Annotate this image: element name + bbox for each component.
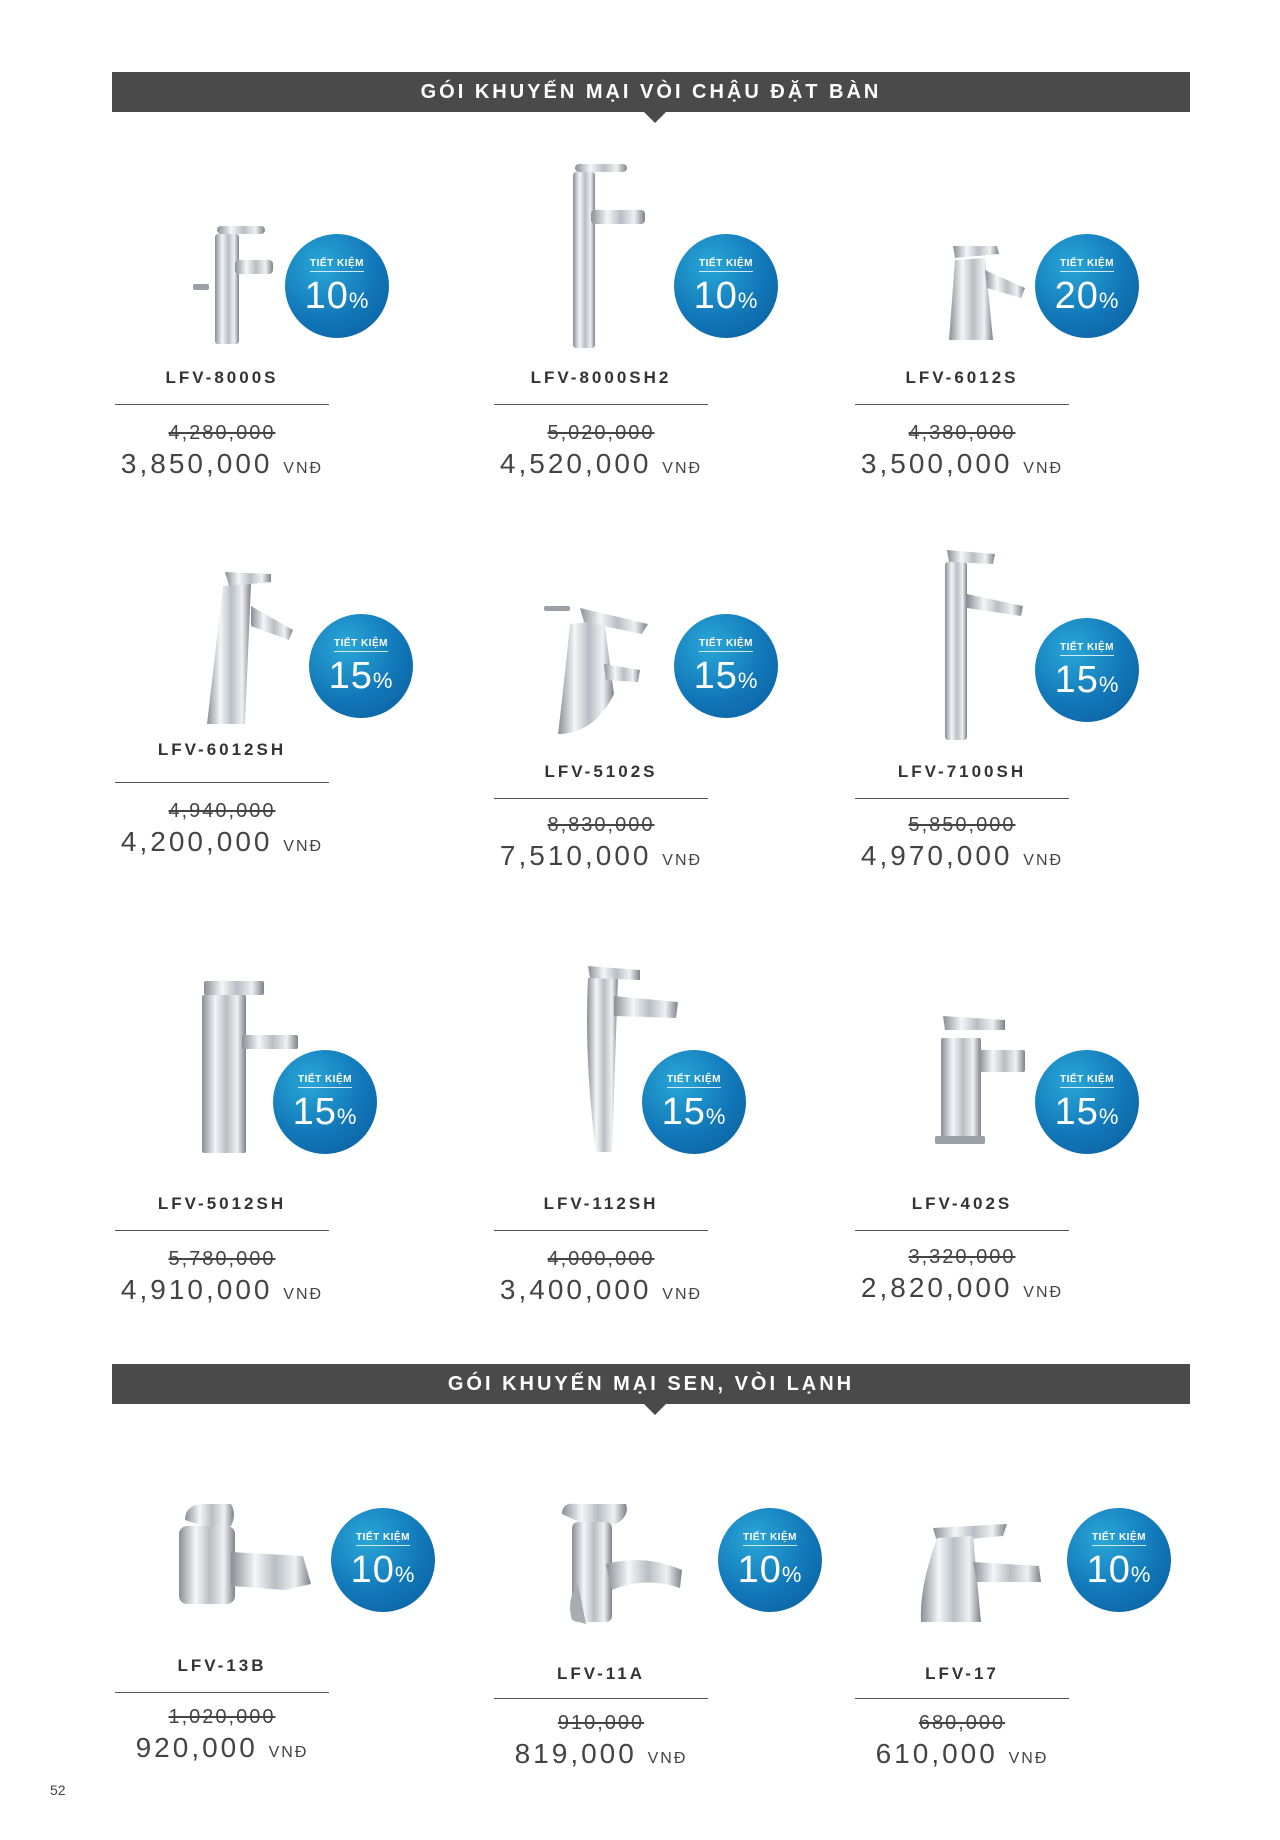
- product-card[interactable]: [855, 150, 1155, 520]
- discount-badge: TIẾT KIỆM 10%: [331, 1508, 435, 1612]
- original-price: 4,940,000: [168, 800, 276, 822]
- sale-price: 4,970,000 VNĐ: [860, 840, 1064, 871]
- divider: [855, 1230, 1069, 1231]
- original-price: 8,830,000: [547, 814, 655, 836]
- sale-price: 7,510,000 VNĐ: [499, 840, 703, 871]
- discount-value: 15: [661, 1091, 706, 1133]
- faucet-image: [569, 160, 649, 350]
- discount-value: 15: [1054, 659, 1099, 701]
- discount-badge: TIẾT KIỆM 10%: [674, 234, 778, 338]
- discount-badge: TIẾT KIỆM 10%: [718, 1508, 822, 1612]
- discount-badge: TIẾT KIỆM 10%: [285, 234, 389, 338]
- sale-price: 610,000 VNĐ: [875, 1738, 1049, 1769]
- divider: [115, 1692, 329, 1693]
- faucet-image: [195, 566, 295, 726]
- product-card[interactable]: [494, 960, 794, 1330]
- divider: [115, 1230, 329, 1231]
- original-price: 4,380,000: [908, 422, 1016, 444]
- faucet-image: [175, 1500, 315, 1610]
- discount-value: 20: [1054, 275, 1099, 317]
- product-card[interactable]: [494, 150, 794, 520]
- section-header-shower-cold-faucets: [112, 1364, 1190, 1404]
- original-price: 3,320,000: [908, 1246, 1016, 1268]
- product-card[interactable]: [494, 530, 794, 900]
- product-model: LFV-6012SH: [157, 740, 287, 759]
- product-card[interactable]: [855, 1470, 1155, 1840]
- faucet-image: [544, 594, 654, 734]
- discount-value: 15: [292, 1091, 337, 1133]
- header-notch: [644, 1404, 666, 1415]
- discount-badge: TIẾT KIỆM 15%: [674, 614, 778, 718]
- page-number: 52: [50, 1782, 66, 1798]
- discount-value: 10: [350, 1549, 395, 1591]
- divider: [115, 404, 329, 405]
- sale-price: 4,520,000 VNĐ: [499, 448, 703, 479]
- sale-price: 4,910,000 VNĐ: [120, 1274, 324, 1305]
- section-title: GÓI KHUYẾN MẠI SEN, VÒI LẠNH: [447, 1373, 855, 1395]
- product-card[interactable]: [115, 150, 415, 520]
- product-model: LFV-5012SH: [157, 1194, 287, 1213]
- divider: [494, 1230, 708, 1231]
- original-price: 4,280,000: [168, 422, 276, 444]
- product-model: LFV-6012S: [905, 368, 1019, 387]
- faucet-image: [935, 546, 1025, 742]
- original-price: 5,850,000: [908, 814, 1016, 836]
- divider: [855, 798, 1069, 799]
- product-card[interactable]: [855, 530, 1155, 900]
- divider: [494, 798, 708, 799]
- divider: [494, 404, 708, 405]
- sale-price: 3,850,000 VNĐ: [120, 448, 324, 479]
- product-model: LFV-112SH: [543, 1194, 659, 1213]
- section-title: GÓI KHUYẾN MẠI VÒI CHẬU ĐẶT BÀN: [420, 81, 882, 103]
- product-card[interactable]: [494, 1470, 803, 1840]
- discount-badge: TIẾT KIỆM 15%: [273, 1050, 377, 1154]
- discount-value: 10: [693, 275, 738, 317]
- faucet-image: [929, 1010, 1029, 1150]
- faucet-image: [917, 1518, 1047, 1628]
- discount-badge: TIẾT KIỆM 20%: [1035, 234, 1139, 338]
- original-price: 680,000: [918, 1712, 1006, 1734]
- discount-badge: TIẾT KIỆM 15%: [1035, 1050, 1139, 1154]
- sale-price: 3,500,000 VNĐ: [860, 448, 1064, 479]
- divider: [494, 1698, 708, 1699]
- product-card[interactable]: [115, 960, 415, 1330]
- discount-value: 15: [693, 655, 738, 697]
- product-model: LFV-8000S: [165, 368, 279, 387]
- sale-price: 920,000 VNĐ: [135, 1732, 309, 1763]
- product-model: LFV-17: [925, 1664, 999, 1683]
- discount-badge: TIẾT KIỆM 15%: [309, 614, 413, 718]
- discount-badge: TIẾT KIỆM 15%: [1035, 618, 1139, 722]
- product-model: LFV-7100SH: [897, 762, 1027, 781]
- discount-value: 15: [328, 655, 373, 697]
- discount-value: 10: [1086, 1549, 1131, 1591]
- product-model: LFV-8000SH2: [530, 368, 672, 387]
- faucet-image: [556, 1500, 696, 1630]
- sale-price: 819,000 VNĐ: [514, 1738, 688, 1769]
- original-price: 910,000: [557, 1712, 645, 1734]
- divider: [855, 404, 1069, 405]
- divider: [115, 782, 329, 783]
- original-price: 1,020,000: [168, 1706, 276, 1728]
- discount-value: 10: [737, 1549, 782, 1591]
- sale-price: 4,200,000 VNĐ: [120, 826, 324, 857]
- discount-badge: TIẾT KIỆM 10%: [1067, 1508, 1171, 1612]
- faucet-image: [185, 220, 275, 345]
- sale-price: 2,820,000 VNĐ: [860, 1272, 1064, 1303]
- header-notch: [644, 112, 666, 123]
- sale-price: 3,400,000 VNĐ: [499, 1274, 703, 1305]
- product-model: LFV-11A: [556, 1664, 646, 1683]
- original-price: 5,780,000: [168, 1248, 276, 1270]
- original-price: 5,020,000: [547, 422, 655, 444]
- section-header-basin-faucets: [112, 72, 1190, 112]
- product-card[interactable]: [115, 1470, 415, 1840]
- divider: [855, 1698, 1069, 1699]
- product-model: LFV-5102S: [544, 762, 658, 781]
- discount-value: 15: [1054, 1091, 1099, 1133]
- discount-badge: TIẾT KIỆM 15%: [642, 1050, 746, 1154]
- product-card[interactable]: [855, 960, 1155, 1330]
- product-card[interactable]: [115, 530, 415, 900]
- discount-value: 10: [304, 275, 349, 317]
- product-model: LFV-402S: [911, 1194, 1013, 1213]
- product-model: LFV-13B: [177, 1656, 267, 1675]
- faucet-image: [935, 240, 1030, 345]
- original-price: 4,000,000: [547, 1248, 655, 1270]
